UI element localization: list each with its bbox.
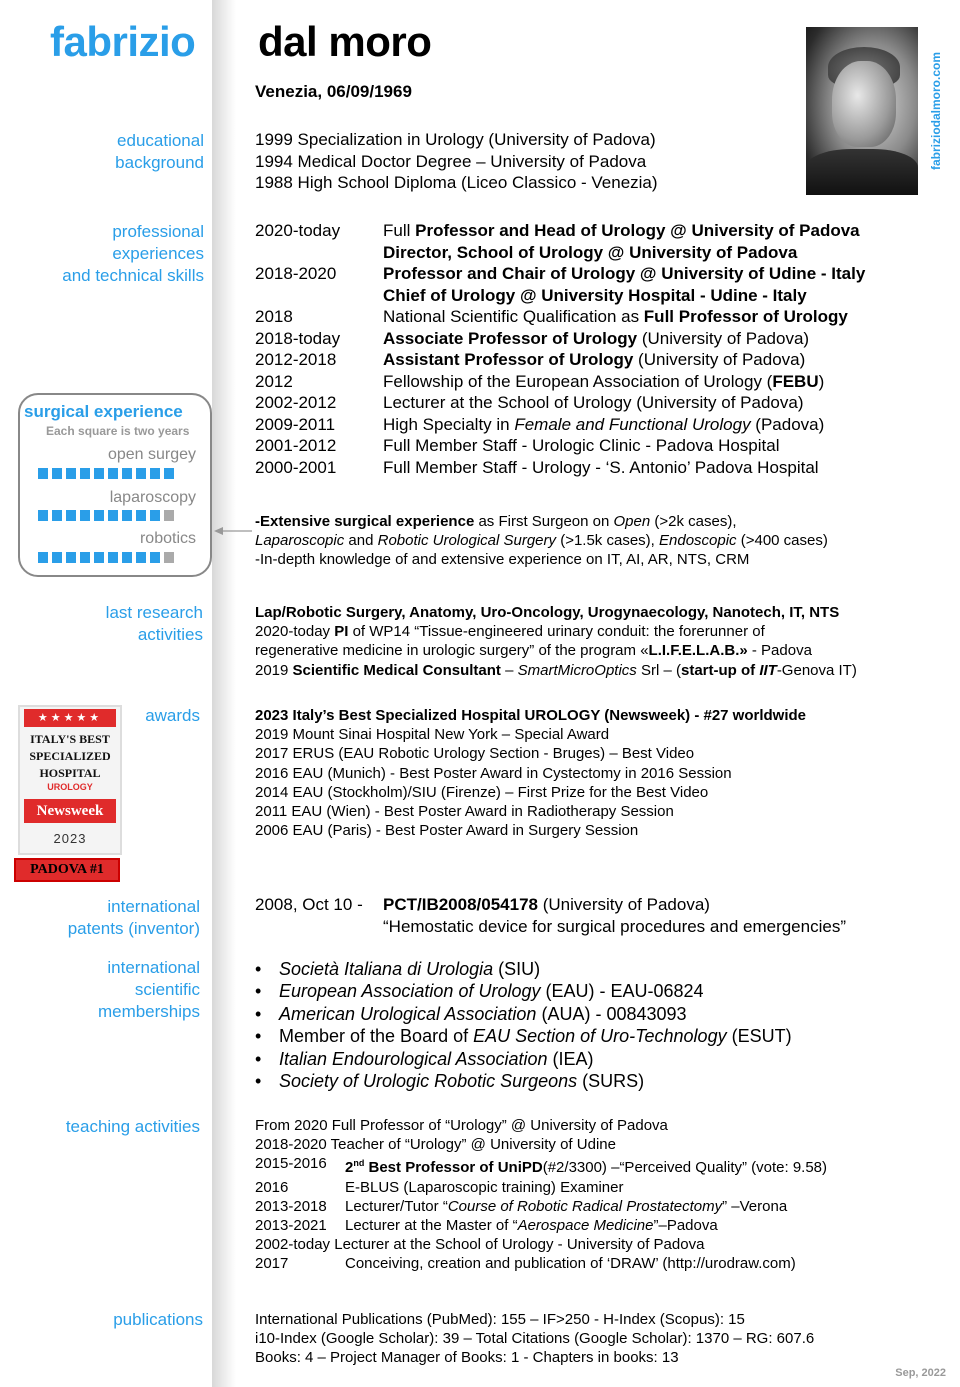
experience-square bbox=[136, 510, 146, 521]
professional-item: 2012 Fellowship of the European Association of Urology (FEBU) bbox=[255, 371, 825, 391]
membership-item: • Member of the Board of EAU Section of Uro-Technology (ESUT) bbox=[255, 1025, 945, 1047]
award-item: 2006 EAU (Paris) - Best Poster Award in Surgery Session bbox=[255, 822, 639, 840]
experience-square bbox=[66, 510, 76, 521]
experience-square bbox=[80, 468, 90, 479]
label-patents: international patents (inventor) bbox=[67, 897, 200, 938]
professional-item: 2000-2001 Full Member Staff - Urology - ‘S. Antonio’ Padova Hospital bbox=[255, 457, 819, 477]
experience-square bbox=[122, 510, 132, 521]
label-publications: publications bbox=[113, 1310, 203, 1329]
professional-item: 2009-2011 High Specialty in Female and Functional Urology (Padova) bbox=[255, 414, 825, 434]
first-name: fabrizio bbox=[50, 18, 196, 65]
experience-square bbox=[80, 510, 90, 521]
awards-block: 2023 Italy’s Best Specialized Hospital UROLOGY (Newsweek) - #27 worldwide 2019 Mount Sinai Hospital New York – Special Award 2017 ERUS (EAU Robotic Urology Section - Bruges) – Best Video 2016 EAU (Munich) - Best Poster Award in Cystectomy in 2016 Session 2014 EAU (Stockholm)/SIU (Firenze) – First Prize for the Best Video 2011 EAU (Wien) - Best Poster Award in Radiotherapy Session 2006 EAU (Paris) - Best Poster Award in Surgery Session bbox=[255, 706, 945, 840]
robotics-label: robotics bbox=[139, 530, 196, 547]
badge-rank: PADOVA #1 bbox=[14, 858, 120, 882]
surgical-title: surgical experience bbox=[24, 402, 183, 421]
professional-item: 2012-2018 Assistant Professor of Urology (University of Padova) bbox=[255, 350, 806, 369]
experience-square-partial bbox=[164, 552, 174, 563]
experience-square bbox=[80, 552, 90, 563]
label-memberships: international scientific memberships bbox=[97, 958, 200, 1021]
footer-date: Sep, 2022 bbox=[895, 1367, 946, 1379]
profile-photo bbox=[806, 27, 918, 195]
experience-square bbox=[108, 552, 118, 563]
experience-square bbox=[150, 510, 160, 521]
education-item: 1994 Medical Doctor Degree – University of Padova bbox=[255, 151, 647, 171]
membership-item: • European Association of Urology (EAU) - EAU-06824 bbox=[255, 980, 945, 1002]
professional-item: 2020-today Full Professor and Head of Urology @ University of Padova bbox=[255, 221, 860, 240]
newsweek-logo: Newsweek bbox=[24, 799, 116, 823]
experience-square bbox=[52, 552, 62, 563]
award-item: 2014 EAU (Stockholm)/SIU (Firenze) – First Prize for the Best Video bbox=[255, 783, 709, 801]
pointer-arrow-icon bbox=[214, 524, 252, 538]
experience-square bbox=[38, 510, 48, 521]
experience-square bbox=[94, 468, 104, 479]
badge-stars: ★★★★★ bbox=[24, 709, 116, 727]
professional-item: 2018-2020 Professor and Chair of Urology @ University of Udine - Italy bbox=[255, 264, 866, 283]
label-education: educational background bbox=[115, 131, 204, 172]
experience-square bbox=[38, 552, 48, 563]
experience-square-partial bbox=[164, 510, 174, 521]
experience-square bbox=[66, 552, 76, 563]
open-surgery-label: open surgey bbox=[107, 446, 196, 463]
experience-square bbox=[94, 552, 104, 563]
experience-square bbox=[150, 552, 160, 563]
professional-item: Director, School of Urology @ University of Padova bbox=[383, 242, 798, 262]
last-name: dal moro bbox=[258, 18, 432, 65]
membership-item: • American Urological Association (AUA) - 00843093 bbox=[255, 1003, 945, 1025]
membership-item: • Italian Endourological Association (IEA) bbox=[255, 1048, 945, 1070]
professional-list bbox=[255, 220, 935, 478]
award-item: 2016 EAU (Munich) - Best Poster Award in Cystectomy in 2016 Session bbox=[255, 764, 732, 782]
experience-square bbox=[108, 468, 118, 479]
education-item: 1988 High School Diploma (Liceo Classico - Venezia) bbox=[255, 173, 658, 192]
professional-item: 2018 National Scientific Qualification as Full Professor of Urology bbox=[255, 307, 848, 326]
label-awards: awards bbox=[145, 706, 200, 725]
experience-square bbox=[122, 552, 132, 563]
memberships-list bbox=[255, 958, 945, 1092]
experience-square bbox=[38, 468, 48, 479]
skills-block: -Extensive surgical experience as First Surgeon on Open (>2k cases), Laparoscopic and Robotic Urological Surgery (>1.5k cases), Endoscopic (>400 cases) -In-depth knowledge of and extensive experience on IT, AI, AR, NTS, CRM bbox=[255, 513, 828, 569]
professional-item: 2018-today Associate Professor of Urology (University of Padova) bbox=[255, 328, 810, 348]
open-surgery-squares bbox=[38, 468, 174, 479]
membership-item: • Society of Urologic Robotic Surgeons (SURS) bbox=[255, 1070, 945, 1092]
sidebar-divider bbox=[212, 0, 236, 1387]
research-block: Lap/Robotic Surgery, Anatomy, Uro-Oncology, Urogynaecology, Nanotech, IT, NTS 2020-today PI of WP14 “Tissue-engineered urinary conduit: the forerunner of regenerative medicine in urologic surgery” of the program «L.I.F.E.L.A.B.» - Padova 2019 Scientific Medical Consultant – SmartMicroOptics Srl – (start-up of IIT-Genova IT) bbox=[255, 604, 857, 679]
label-professional: professional experiences and technical skills bbox=[62, 222, 204, 285]
birth-info: Venezia, 06/09/1969 bbox=[255, 82, 412, 101]
website-link[interactable]: fabriziodalmoro.com bbox=[929, 51, 943, 171]
experience-square bbox=[150, 468, 160, 479]
professional-item: 2002-2012 Lecturer at the School of Urology (University of Padova) bbox=[255, 393, 804, 412]
education-list bbox=[255, 129, 658, 194]
label-research: last research activities bbox=[105, 603, 203, 644]
robotics-squares bbox=[38, 552, 174, 563]
experience-square bbox=[52, 468, 62, 479]
experience-square bbox=[136, 552, 146, 563]
award-item: 2017 ERUS (EAU Robotic Urology Section - Bruges) – Best Video bbox=[255, 745, 695, 763]
experience-square bbox=[108, 510, 118, 521]
teaching-block: From 2020 Full Professor of “Urology” @ University of Padova 2018-2020 Teacher of “Urology” @ University of Udine 2015-2016 2nd Best Professor of UniPD(#2/3300) –“Perceived Quality” (vote: 9.58) 2016 E-BLUS (Laparoscopic training) Examiner 2013-2018 Lecturer/Tutor “Course of Robotic Radical Prostatectomy” –Verona 2013-2021 Lecturer at the Master of “Aerospace Medicine”–Padova 2002-today Lecturer at the School of Urology - University of Padova 2017 Conceiving, creation and publication of ‘DRAW’ (http://urodraw.com) bbox=[255, 1117, 828, 1273]
publications-block: International Publications (PubMed): 155 – IF>250 - H-Index (Scopus): 15 i10-Index (Google Scholar): 39 – Total Citations (Google Scholar): 1370 – RG: 607.6 Books: 4 – Project Manager of Books: 1 - Chapters in books: 13 bbox=[255, 1311, 815, 1367]
surgical-subtitle: Each square is two years bbox=[46, 424, 190, 438]
newsweek-award-badge: ★★★★★ ITALY'S BEST SPECIALIZED HOSPITAL UROLOGY Newsweek 2023 bbox=[18, 705, 122, 855]
membership-item: • Società Italiana di Urologia (SIU) bbox=[255, 958, 945, 980]
professional-item: 2001-2012 Full Member Staff - Urologic Clinic - Padova Hospital bbox=[255, 436, 780, 455]
experience-square bbox=[122, 468, 132, 479]
award-item: 2019 Mount Sinai Hospital New York – Special Award bbox=[255, 726, 610, 744]
award-item: 2011 EAU (Wien) - Best Poster Award in Radiotherapy Session bbox=[255, 803, 674, 821]
patents-block: 2008, Oct 10 - PCT/IB2008/054178 (University of Padova) “Hemostatic device for surgical procedures and emergencies” bbox=[255, 895, 846, 936]
experience-square bbox=[94, 510, 104, 521]
laparoscopy-squares bbox=[38, 510, 174, 521]
experience-square bbox=[66, 468, 76, 479]
professional-item: Chief of Urology @ University Hospital - Udine - Italy bbox=[383, 285, 807, 305]
experience-square bbox=[164, 468, 174, 479]
education-item: 1999 Specialization in Urology (University of Padova) bbox=[255, 130, 656, 149]
experience-square bbox=[52, 510, 62, 521]
experience-square bbox=[136, 468, 146, 479]
laparoscopy-label: laparoscopy bbox=[109, 489, 196, 506]
label-teaching: teaching activities bbox=[65, 1117, 200, 1136]
